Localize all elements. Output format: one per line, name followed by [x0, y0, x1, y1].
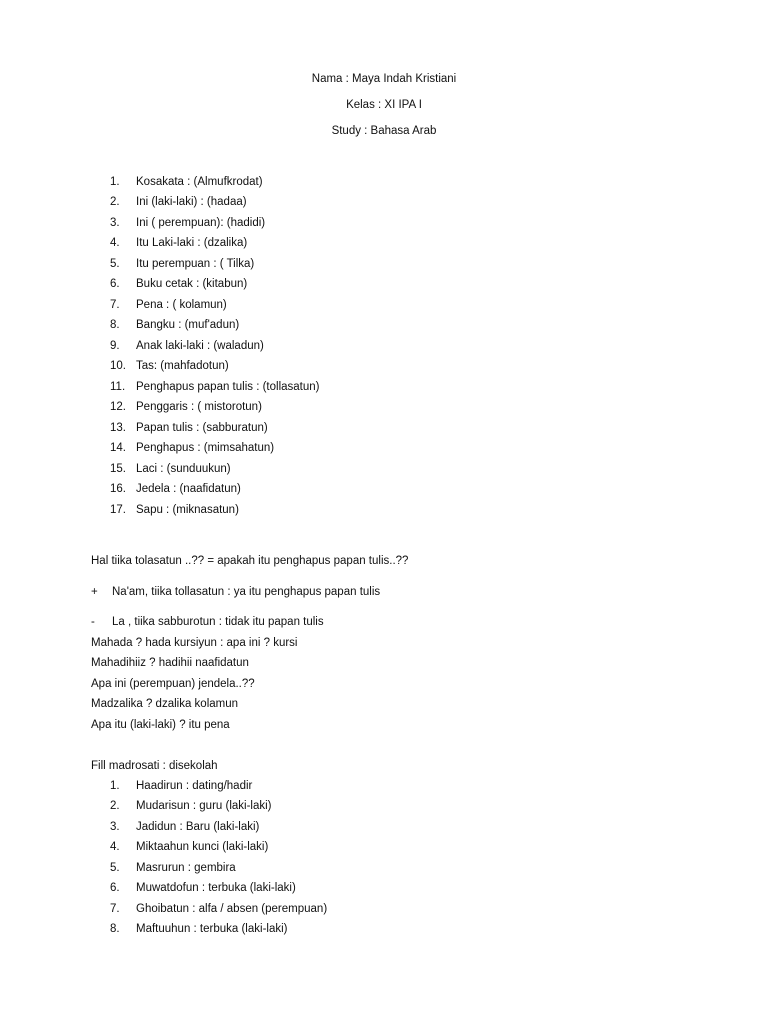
plus-bullet: +: [91, 586, 98, 598]
dialog-answer-no: - La , tiika sabburotun : tidak itu papan tulis: [91, 616, 324, 628]
school-item: 5. Masrurun : gembira: [110, 862, 236, 874]
school-item: 3. Jadidun : Baru (laki-laki): [110, 821, 260, 833]
vocab-item: 11. Penghapus papan tulis : (tollasatun): [110, 381, 320, 393]
vocab-item: 16. Jedela : (naafidatun): [110, 483, 241, 495]
dialog-line: Apa itu (laki-laki) ? itu pena: [91, 719, 230, 731]
student-name: Nama : Maya Indah Kristiani: [311, 73, 457, 85]
dialog-answer-yes: + Na'am, tiika tollasatun : ya itu penghapus papan tulis: [91, 586, 381, 598]
school-item: 8. Maftuuhun : terbuka (laki-laki): [110, 923, 288, 935]
school-section-heading: Fill madrosati : disekolah: [91, 760, 218, 772]
vocab-item: 1. Kosakata : (Almufkrodat): [110, 176, 263, 188]
dialog-line: Madzalika ? dzalika kolamun: [91, 698, 239, 710]
vocab-item: 14. Penghapus : (mimsahatun): [110, 442, 275, 454]
school-item: 7. Ghoibatun : alfa / absen (perempuan): [110, 903, 328, 915]
study-subject: Study : Bahasa Arab: [331, 125, 437, 137]
vocab-item: 5. Itu perempuan : ( Tilka): [110, 258, 255, 270]
vocab-item: 2. Ini (laki-laki) : (hadaa): [110, 196, 247, 208]
vocab-item: 9. Anak laki-laki : (waladun): [110, 340, 264, 352]
dialog-line: Mahadihiiz ? hadihii naafidatun: [91, 657, 249, 669]
vocab-item: 4. Itu Laki-laki : (dzalika): [110, 237, 248, 249]
school-item: 6. Muwatdofun : terbuka (laki-laki): [110, 882, 296, 894]
dialog-line: Mahada ? hada kursiyun : apa ini ? kursi: [91, 637, 298, 649]
school-item: 2. Mudarisun : guru (laki-laki): [110, 800, 272, 812]
vocab-item: 7. Pena : ( kolamun): [110, 299, 227, 311]
dialog-line: Apa ini (perempuan) jendela..??: [91, 678, 255, 690]
vocab-item: 12. Penggaris : ( mistorotun): [110, 401, 262, 413]
vocab-item: 10. Tas: (mahfadotun): [110, 360, 229, 372]
student-class: Kelas : XI IPA I: [346, 99, 422, 111]
vocab-item: 15. Laci : (sunduukun): [110, 463, 231, 475]
vocab-item: 17. Sapu : (miknasatun): [110, 504, 239, 516]
school-item: 4. Miktaahun kunci (laki-laki): [110, 841, 269, 853]
vocab-item: 6. Buku cetak : (kitabun): [110, 278, 248, 290]
minus-bullet: -: [91, 616, 95, 628]
vocab-item: 3. Ini ( perempuan): (hadidi): [110, 217, 266, 229]
vocab-item: 13. Papan tulis : (sabburatun): [110, 422, 268, 434]
school-item: 1. Haadirun : dating/hadir: [110, 780, 253, 792]
dialog-question: Hal tiika tolasatun ..?? = apakah itu penghapus papan tulis..??: [91, 555, 409, 567]
vocab-item: 8. Bangku : (muf'adun): [110, 319, 240, 331]
